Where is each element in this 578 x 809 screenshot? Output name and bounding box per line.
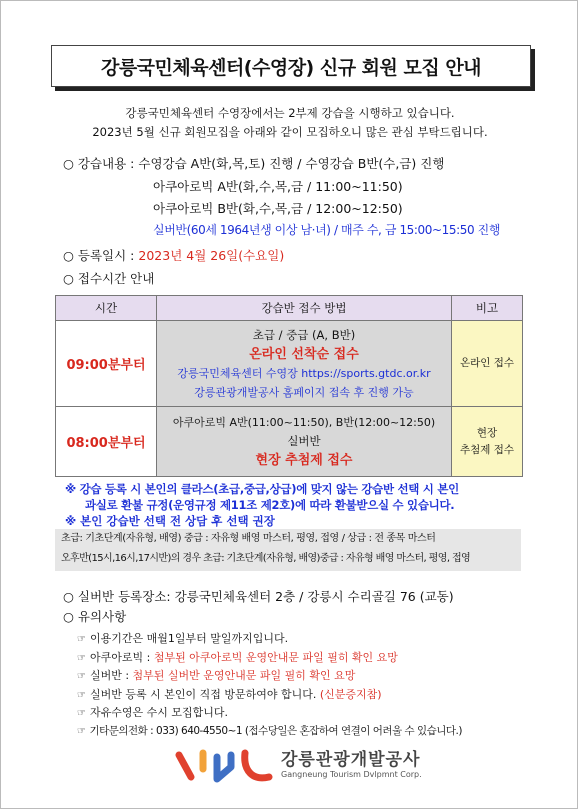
- row2-note-1: 현장: [476, 426, 498, 439]
- level-info-box: [55, 529, 521, 571]
- logo-name: 강릉관광개발공사: [281, 750, 421, 770]
- bullet: ○: [63, 589, 74, 604]
- caution-highlight: 첨부된 실버반 운영안내문 파일 필히 확인 요망: [132, 669, 356, 682]
- silver-place-row: [63, 587, 454, 605]
- courses-silver: 실버반(60세 1964년생 이상 남·녀) / 매주 수, 금 15:00~15:50 진행: [153, 223, 501, 237]
- row1-level: 초급 / 중급 (A, B반): [252, 327, 356, 342]
- row2-onsite: 현장 추첨제 접수: [255, 453, 353, 468]
- row1-homepage: 강릉관광개발공사 홈페이지 접속 후 진행 가능: [194, 385, 414, 399]
- row2-time: 08:00분부터: [56, 407, 157, 477]
- company-logo: [173, 743, 422, 789]
- bullet: ○: [63, 609, 74, 624]
- table-header-row: [56, 296, 523, 321]
- consult-note: ※ 본인 강습반 선택 전 상담 후 선택 권장: [65, 514, 275, 528]
- refund-note-2: 과실로 환불 규정(운영규정 제11조 제2호)에 따라 환불받으실 수 있습니다.: [85, 498, 455, 512]
- courses-label: 강습내용 :: [77, 156, 135, 171]
- bullet: ○: [63, 248, 74, 263]
- row2-silver: 실버반: [287, 434, 321, 448]
- caution-text: 자유수영은 수시 모집합니다.: [89, 706, 228, 719]
- courses-aqua-a: 아쿠아로빅 A반(화,수,목,금 / 11:00~11:50): [153, 179, 403, 194]
- courses-aqua-b: 아쿠아로빅 B반(화,수,목,금 / 12:00~12:50): [153, 201, 403, 216]
- pointing-hand-icon: ☞: [77, 634, 86, 645]
- refund-note-1: ※ 강습 등록 시 본인의 클라스(초급,중급,상급)에 맞지 않는 강습반 선택 시 본인: [65, 482, 459, 496]
- row1-time: 09:00분부터: [56, 321, 157, 407]
- pointing-hand-icon: ☞: [77, 652, 86, 664]
- registration-row: [63, 246, 284, 264]
- list-item: [77, 667, 355, 683]
- caution-text: 실버반 :: [89, 669, 133, 682]
- row2-method: [157, 407, 452, 477]
- notice-title: 강릉국민체육센터(수영장) 신규 회원 모집 안내: [51, 45, 531, 87]
- list-item: [77, 630, 288, 646]
- courses-row: [63, 154, 444, 172]
- header-method: 강습반 접수 방법: [157, 296, 452, 321]
- level-info-2: 오후반(15시,16시,17시반)의 경우 초급: 기초단계(자유형, 배영)중급 : 자유형 배영 마스터, 평영, 접영: [61, 553, 471, 564]
- caution-text: 아쿠아로빅 :: [89, 650, 154, 664]
- registration-label: 등록일시 :: [77, 248, 135, 263]
- registration-date: 2023년 4월 26일(수요일): [138, 248, 285, 263]
- reception-row: [63, 269, 154, 287]
- intro-line-2: 2023년 5월 신규 회원모집을 아래와 같이 모집하오니 많은 관심 부탁드립니다.: [92, 125, 488, 139]
- logo-subtitle: Gangneung Tourism Dvlpmnt Corp.: [281, 770, 422, 779]
- silver-place-text: 실버반 등록장소: 강릉국민체육센터 2층 / 강릉시 수리골길 76 (교동): [77, 589, 454, 604]
- cautions-label: 유의사항: [77, 609, 127, 624]
- caution-text: 기타문의전화 : 033) 640-4550~1 (접수당일은 혼잡하여 연결이 어려울 수 있습니다.): [89, 724, 462, 737]
- row2-note: [452, 407, 523, 477]
- list-item: [77, 704, 228, 720]
- list-item: [77, 723, 462, 738]
- intro-line-1: 강릉국민체육센터 수영장에서는 2부제 강습을 시행하고 있습니다.: [125, 106, 455, 120]
- caution-highlight: 첨부된 아쿠아로빅 운영안내문 파일 필히 확인 요망: [153, 650, 398, 664]
- level-info-1: 초급: 기초단계(자유형, 배영) 중급 : 자유형 배영 마스터, 평영, 접영 / 상급 : 전 종목 마스터: [61, 533, 436, 544]
- row1-site-link[interactable]: 강릉국민체육센터 수영장 https://sports.gtdc.or.kr: [177, 366, 431, 380]
- row1-note: 온라인 접수: [452, 321, 523, 407]
- header-note: 비고: [452, 296, 523, 321]
- caution-text: 이용기간은 매월1일부터 말일까지입니다.: [89, 632, 289, 645]
- pointing-hand-icon: ☞: [77, 689, 86, 701]
- row2-aqua: 아쿠아로빅 A반(11:00~11:50), B반(12:00~12:50): [172, 416, 436, 429]
- row1-method: [157, 321, 452, 407]
- row2-note-2: 추첨제 접수: [459, 443, 515, 456]
- logo-mark-icon: [173, 743, 273, 789]
- caution-text: 실버반 등록 시 본인이 직접 방문하여야 합니다.: [89, 687, 320, 701]
- table-row: [56, 407, 523, 477]
- row1-online: 온라인 선착순 접수: [249, 346, 359, 362]
- cautions-row: [63, 607, 126, 625]
- bullet: ○: [63, 156, 74, 171]
- list-item: [77, 686, 382, 702]
- table-row: [56, 321, 523, 407]
- pointing-hand-icon: ☞: [77, 671, 86, 682]
- courses-swim: 수영강습 A반(화,목,토) 진행 / 수영강습 B반(수,금) 진행: [138, 156, 445, 171]
- pointing-hand-icon: ☞: [77, 725, 86, 737]
- bullet: ○: [63, 271, 74, 286]
- reception-label: 접수시간 안내: [77, 271, 155, 286]
- pointing-hand-icon: ☞: [77, 708, 86, 719]
- schedule-table: [55, 295, 523, 477]
- caution-highlight: (신분증지참): [319, 687, 382, 701]
- header-time: 시간: [56, 296, 157, 321]
- list-item: [77, 649, 398, 665]
